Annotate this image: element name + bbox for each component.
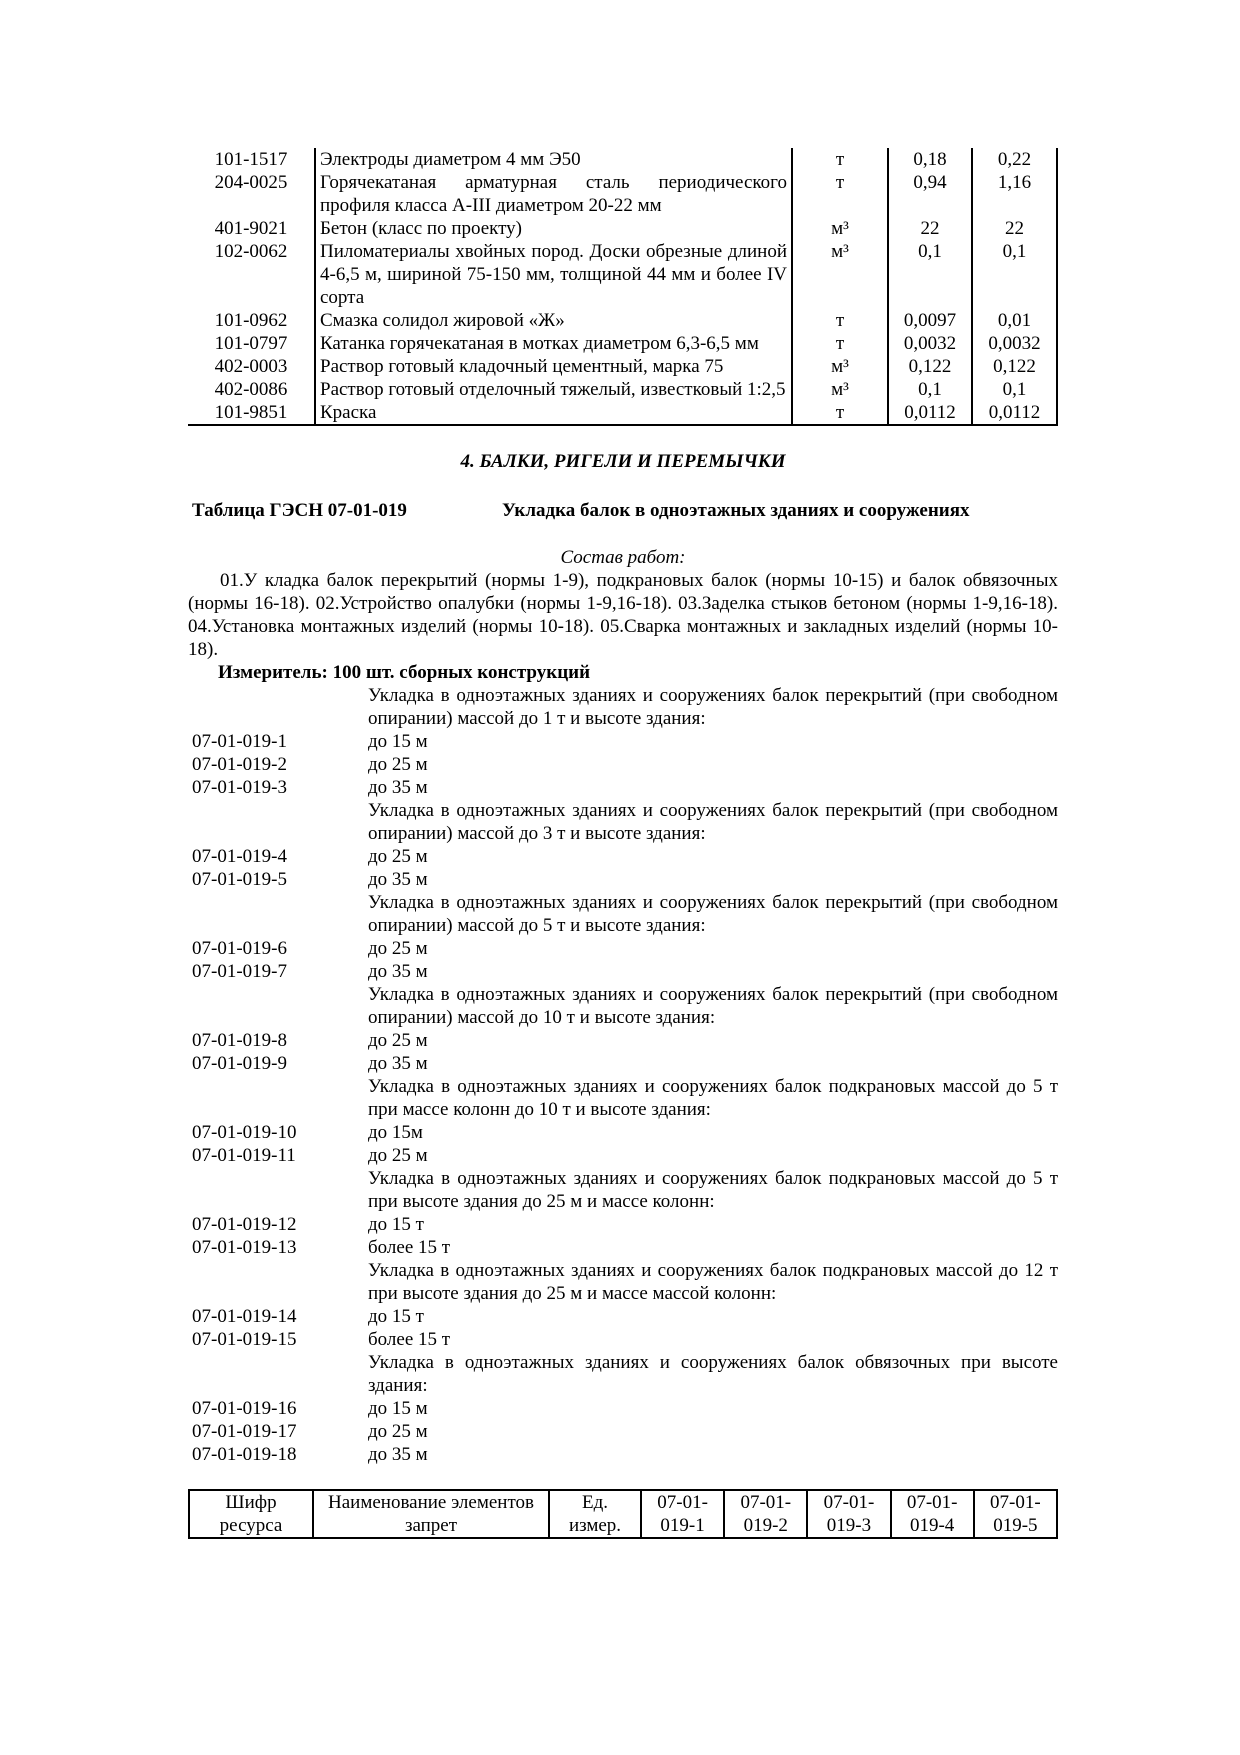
norm-description: до 35 м: [368, 1053, 428, 1074]
resource-unit: м³: [792, 240, 888, 309]
norm-code: [188, 891, 368, 937]
norm-code: 07-01-019-17: [192, 1421, 297, 1442]
resource-value-1: 0,1: [888, 378, 972, 401]
norm-code: 07-01-019-14: [192, 1306, 297, 1327]
table-name: Укладка балок в одноэтажных зданиях и сооружениях: [502, 500, 970, 521]
norm-code: 07-01-019-13: [192, 1237, 297, 1258]
norm-description: до 35 м: [368, 777, 428, 798]
norm-code: 07-01-019-15: [192, 1329, 297, 1350]
measure-unit: Измеритель: 100 шт. сборных конструкций: [218, 662, 591, 683]
norm-code: [188, 983, 368, 1029]
norm-description: Укладка в одноэтажных зданиях и сооружениях балок перекрытий (при свободном опирании) массой до 5 т и высоте здания:: [368, 892, 1058, 936]
norm-row: [188, 1420, 1058, 1443]
norm-code: 07-01-019-8: [192, 1030, 287, 1051]
norm-code: [188, 1351, 368, 1397]
norm-description: Укладка в одноэтажных зданиях и сооружениях балок подкрановых массой до 5 т при высоте здания до 25 м и массе колонн:: [368, 1168, 1058, 1212]
norm-description: до 25 м: [368, 1421, 428, 1442]
resource-value-1: 0,0112: [888, 401, 972, 425]
resource-code: 204-0025: [214, 172, 288, 193]
document-page: [188, 148, 1058, 1539]
resource-value-2: 0,22: [972, 148, 1057, 171]
column-header-code: Шифр ресурса: [189, 1490, 313, 1538]
table-row: [188, 355, 1057, 378]
norm-row: [188, 776, 1058, 799]
norm-row: [188, 1305, 1058, 1328]
norm-description: Укладка в одноэтажных зданиях и сооружениях балок подкрановых массой до 5 т при массе колонн до 10 т и высоте здания:: [368, 1076, 1058, 1120]
norm-code: 07-01-019-6: [192, 938, 287, 959]
resources-header-table: [188, 1489, 1058, 1539]
resource-unit: т: [792, 148, 888, 171]
norm-group-header: [188, 1259, 1058, 1305]
resource-value-2: 1,16: [972, 171, 1057, 217]
resource-code: 101-9851: [214, 402, 288, 423]
norm-description: Укладка в одноэтажных зданиях и сооружениях балок перекрытий (при свободном опирании) массой до 10 т и высоте здания:: [368, 984, 1058, 1028]
resource-code: 401-9021: [214, 218, 288, 239]
resource-value-1: 0,0032: [888, 332, 972, 355]
column-header-unit: Ед. измер.: [549, 1490, 641, 1538]
table-row: [188, 148, 1057, 171]
norm-code: 07-01-019-16: [192, 1398, 297, 1419]
norm-description: Укладка в одноэтажных зданиях и сооружениях балок обвязочных при высоте здания:: [368, 1352, 1058, 1396]
norm-description: до 15 т: [368, 1306, 424, 1327]
norm-code: 07-01-019-5: [192, 869, 287, 890]
resource-name: Электроды диаметром 4 мм Э50: [315, 148, 792, 171]
norm-group-header: [188, 891, 1058, 937]
norm-description: до 35 м: [368, 1444, 428, 1465]
resource-unit: т: [792, 332, 888, 355]
norm-code: [188, 1259, 368, 1305]
norm-code: 07-01-019-11: [192, 1145, 296, 1166]
resource-name: Раствор готовый отделочный тяжелый, известковый 1:2,5: [315, 378, 792, 401]
resource-value-1: 0,18: [888, 148, 972, 171]
norm-description: до 15 м: [368, 731, 428, 752]
resource-name: Краска: [315, 401, 792, 425]
norm-code: 07-01-019-18: [192, 1444, 297, 1465]
norm-code: 07-01-019-9: [192, 1053, 287, 1074]
norm-group-header: [188, 799, 1058, 845]
norm-description: более 15 т: [368, 1329, 451, 1350]
resource-code: 101-0962: [214, 310, 288, 331]
norm-description: до 25 м: [368, 846, 428, 867]
resource-value-1: 0,0097: [888, 309, 972, 332]
resource-code: 402-0086: [214, 379, 288, 400]
norm-code: [188, 799, 368, 845]
norm-group-header: [188, 684, 1058, 730]
resource-unit: м³: [792, 378, 888, 401]
norm-row: [188, 753, 1058, 776]
resource-value-2: 0,01: [972, 309, 1057, 332]
resource-name: Катанка горячекатаная в мотках диаметром 6,3-6,5 мм: [315, 332, 792, 355]
resource-value-2: 22: [972, 217, 1057, 240]
norm-code: 07-01-019-12: [192, 1214, 297, 1235]
norm-code: 07-01-019-2: [192, 754, 287, 775]
norm-description: до 35 м: [368, 961, 428, 982]
norm-description: до 35 м: [368, 869, 428, 890]
column-header-norm-3: 07-01- 019-3: [807, 1490, 890, 1538]
resource-code: 402-0003: [214, 356, 288, 377]
resource-name: Раствор готовый кладочный цементный, марка 75: [315, 355, 792, 378]
resource-name: Пиломатериалы хвойных пород. Доски обрезные длиной 4-6,5 м, шириной 75-150 мм, толщиной 44 мм и более IV сорта: [315, 240, 792, 309]
table-row: [188, 401, 1057, 425]
norm-row: [188, 1144, 1058, 1167]
section-title: 4. БАЛКИ, РИГЕЛИ И ПЕРЕМЫЧКИ: [460, 451, 786, 472]
resource-value-2: 0,0032: [972, 332, 1057, 355]
table-header-row: [189, 1490, 1057, 1538]
norm-code: [188, 1075, 368, 1121]
resource-code: 101-1517: [214, 149, 288, 170]
norm-description: Укладка в одноэтажных зданиях и сооружениях балок перекрытий (при свободном опирании) массой до 3 т и высоте здания:: [368, 800, 1058, 844]
norm-description: до 25 м: [368, 1145, 428, 1166]
table-title: [188, 499, 1058, 522]
norm-group-header: [188, 1075, 1058, 1121]
table-row: [188, 309, 1057, 332]
table-row: [188, 240, 1057, 309]
resource-code: 101-0797: [214, 333, 288, 354]
norm-row: [188, 1029, 1058, 1052]
resource-unit: м³: [792, 217, 888, 240]
norm-description: Укладка в одноэтажных зданиях и сооружениях балок подкрановых массой до 12 т при высоте здания до 25 м и массе массой колонн:: [368, 1260, 1058, 1304]
norm-description: до 15 м: [368, 1398, 428, 1419]
column-header-norm-2: 07-01- 019-2: [724, 1490, 807, 1538]
norm-description: до 15 т: [368, 1214, 424, 1235]
norm-code: 07-01-019-3: [192, 777, 287, 798]
norms-list: [188, 684, 1058, 1466]
norm-row: [188, 845, 1058, 868]
norm-group-header: [188, 1167, 1058, 1213]
norm-row: [188, 1052, 1058, 1075]
table-row: [188, 171, 1057, 217]
norm-row: [188, 1328, 1058, 1351]
norm-description: более 15 т: [368, 1237, 451, 1258]
column-header-name: Наименование элементов запрет: [313, 1490, 549, 1538]
resource-value-2: 0,0112: [972, 401, 1057, 425]
resource-value-1: 0,94: [888, 171, 972, 217]
norm-group-header: [188, 1351, 1058, 1397]
norm-code: 07-01-019-1: [192, 731, 287, 752]
resource-value-1: 0,1: [888, 240, 972, 309]
resource-name: Бетон (класс по проекту): [315, 217, 792, 240]
resource-value-2: 0,122: [972, 355, 1057, 378]
norm-code: [188, 684, 368, 730]
norm-code: 07-01-019-10: [192, 1122, 297, 1143]
resource-unit: т: [792, 401, 888, 425]
table-row: [188, 332, 1057, 355]
table-row: [188, 378, 1057, 401]
table-row: [188, 217, 1057, 240]
norm-row: [188, 1443, 1058, 1466]
norm-row: [188, 1213, 1058, 1236]
column-header-norm-1: 07-01- 019-1: [641, 1490, 724, 1538]
norm-row: [188, 868, 1058, 891]
resource-value-1: 22: [888, 217, 972, 240]
work-composition-label: Состав работ:: [560, 547, 686, 568]
column-header-norm-5: 07-01- 019-5: [974, 1490, 1057, 1538]
norm-description: до 25 м: [368, 1030, 428, 1051]
resource-name: Горячекатаная арматурная сталь периодического профиля класса А-III диаметром 20-22 мм: [315, 171, 792, 217]
work-composition-text: 01.У кладка балок перекрытий (нормы 1-9), подкрановых балок (нормы 10-15) и балок обвязочных (нормы 16-18). 02.Устройство опалубки (нормы 1-9,16-18). 03.Заделка стыков бетоном (нормы 1-9,16-18). 04.Установка монтажных изделий (нормы 10-18). 05.Сварка монтажных и закладных изделий (нормы 10-18).: [188, 570, 1058, 660]
norm-code: [188, 1167, 368, 1213]
norm-row: [188, 730, 1058, 753]
norm-row: [188, 1236, 1058, 1259]
norm-code: 07-01-019-4: [192, 846, 287, 867]
resource-unit: т: [792, 171, 888, 217]
resource-name: Смазка солидол жировой «Ж»: [315, 309, 792, 332]
norm-row: [188, 937, 1058, 960]
norm-row: [188, 960, 1058, 983]
resource-value-2: 0,1: [972, 378, 1057, 401]
norm-description: до 15м: [368, 1122, 423, 1143]
norm-row: [188, 1397, 1058, 1420]
resource-unit: т: [792, 309, 888, 332]
materials-table: [188, 148, 1058, 426]
column-header-norm-4: 07-01- 019-4: [891, 1490, 974, 1538]
norm-description: Укладка в одноэтажных зданиях и сооружениях балок перекрытий (при свободном опирании) массой до 1 т и высоте здания:: [368, 685, 1058, 729]
resource-value-2: 0,1: [972, 240, 1057, 309]
table-number: Таблица ГЭСН 07-01-019: [192, 500, 407, 521]
resource-code: 102-0062: [214, 241, 288, 262]
norm-description: до 25 м: [368, 938, 428, 959]
norm-row: [188, 1121, 1058, 1144]
norm-code: 07-01-019-7: [192, 961, 287, 982]
norm-group-header: [188, 983, 1058, 1029]
resource-unit: м³: [792, 355, 888, 378]
resource-value-1: 0,122: [888, 355, 972, 378]
norm-description: до 25 м: [368, 754, 428, 775]
